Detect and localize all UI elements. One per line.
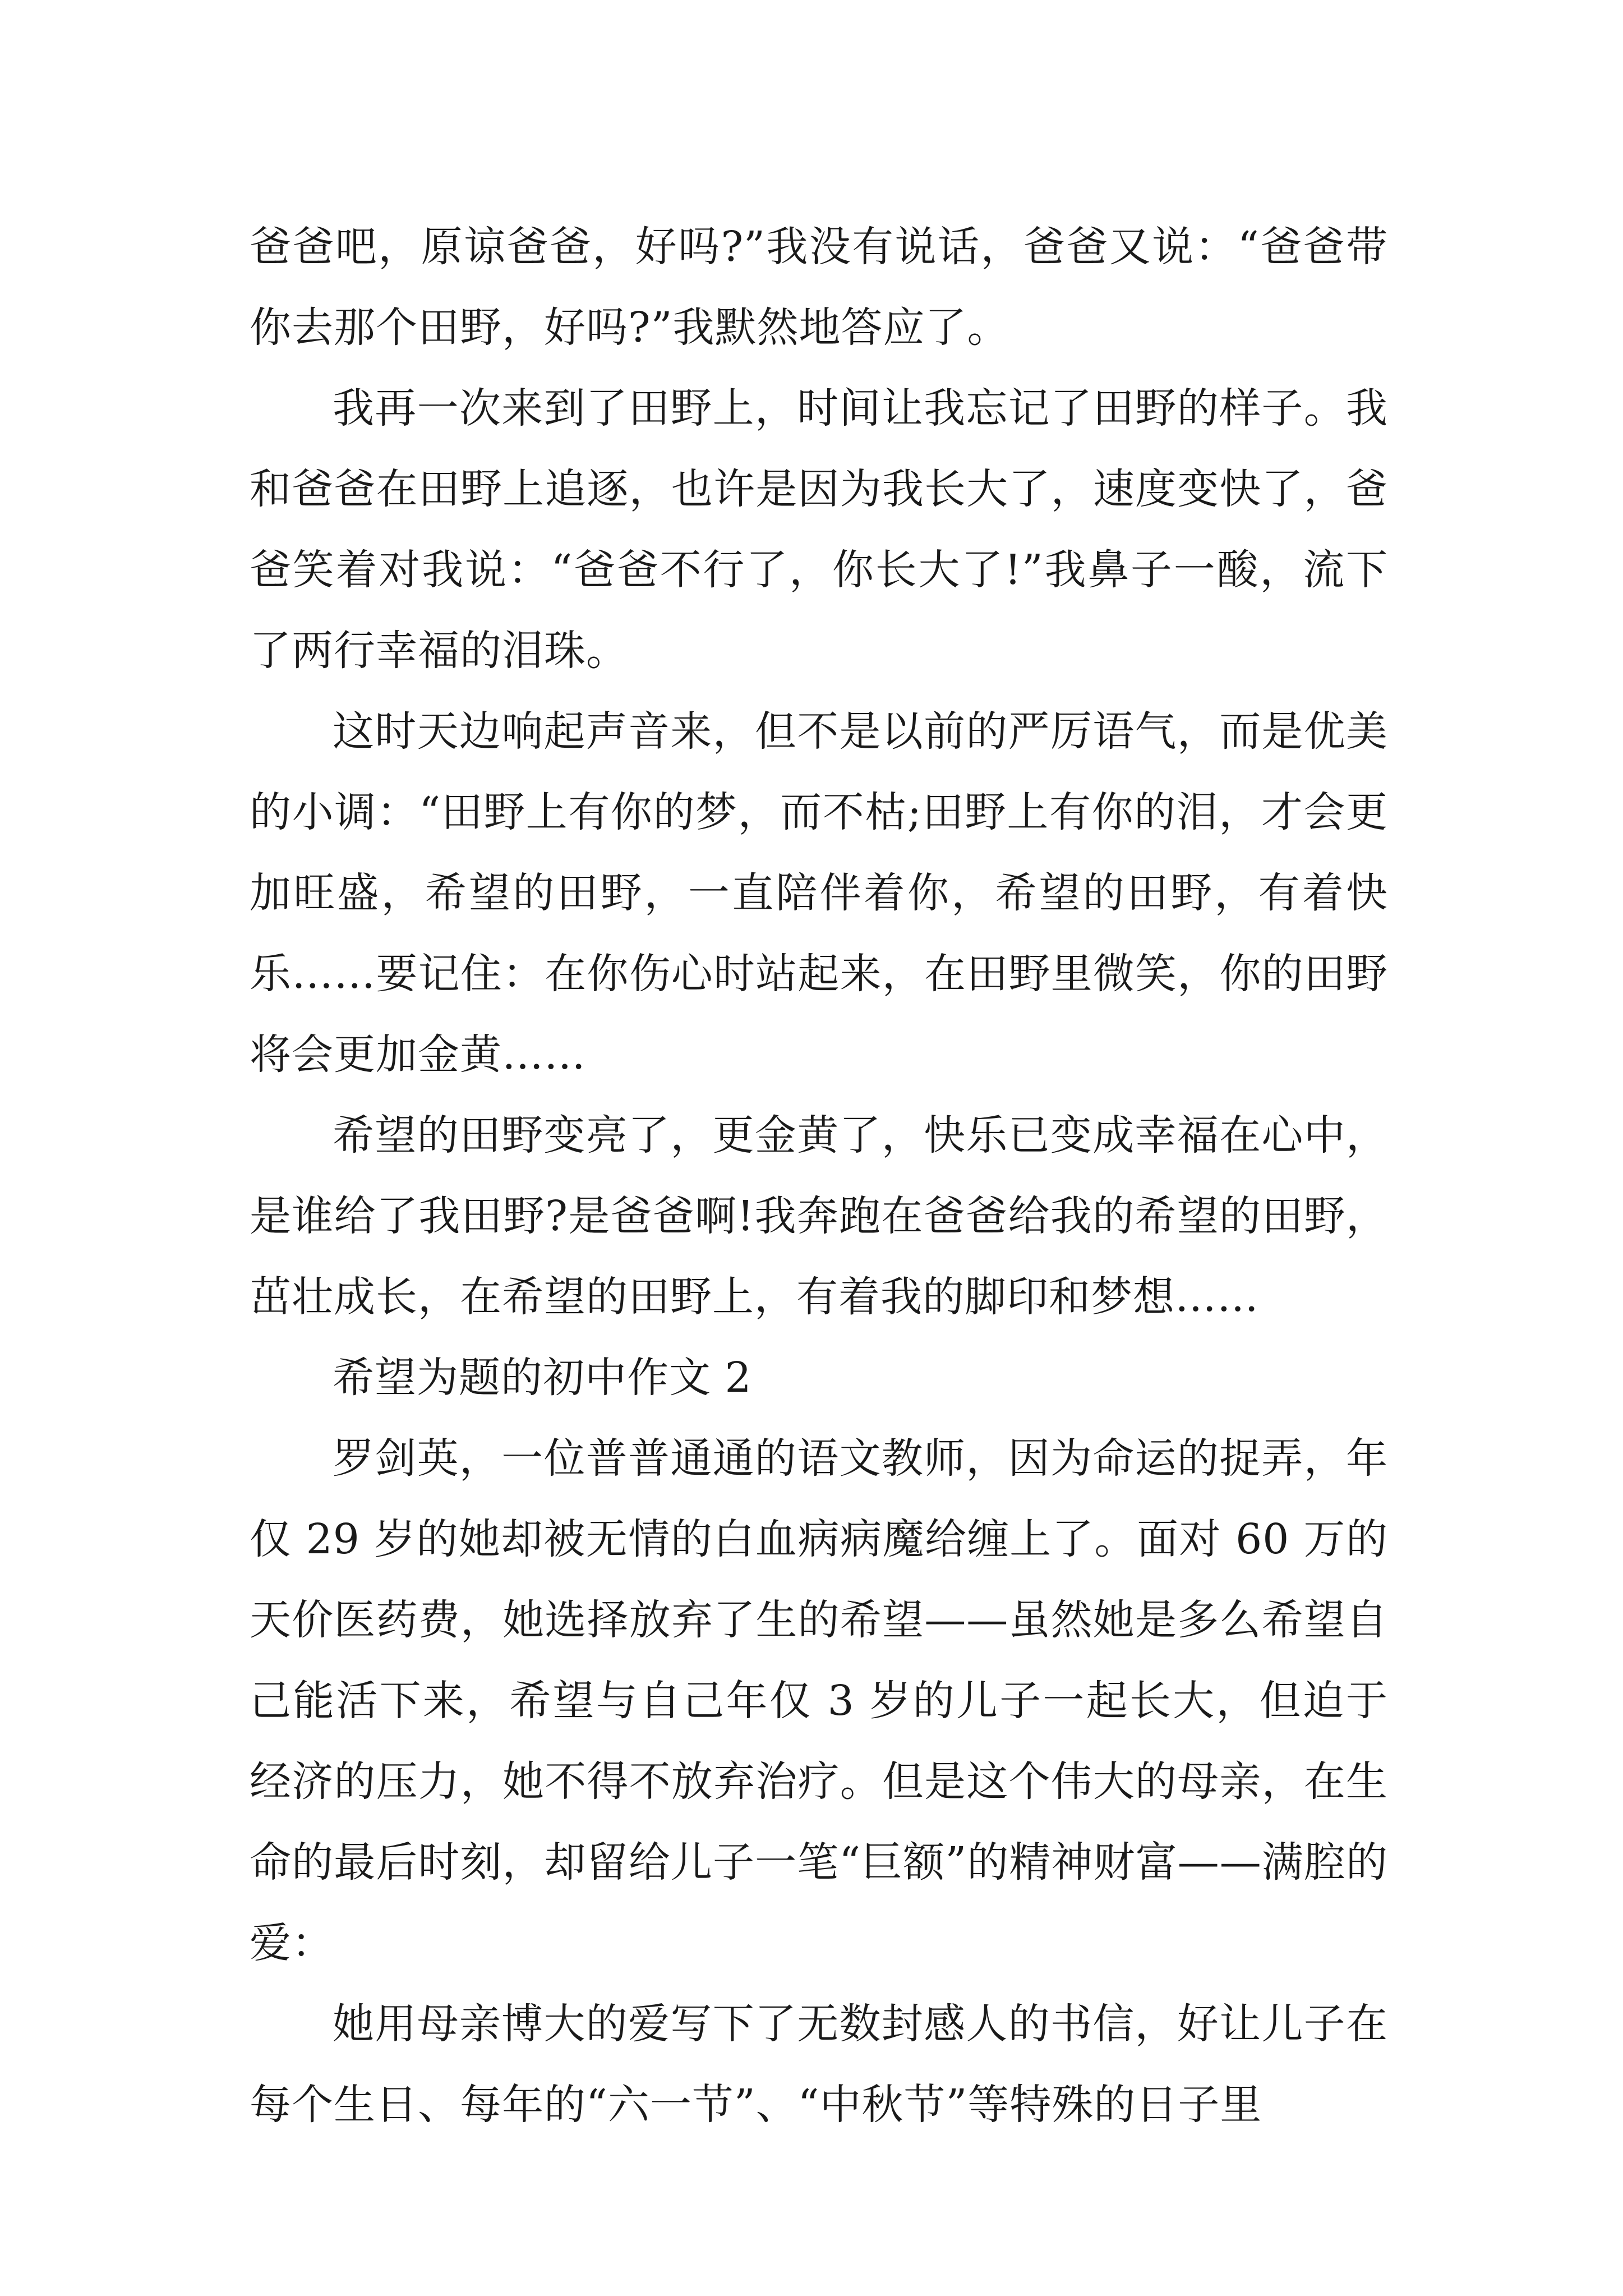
document-body <box>250 206 1388 2145</box>
paragraph-6: 她用母亲博大的爱写下了无数封感人的书信，好让儿子在每个生日、每年的“六一节”、“中秋节”等特殊的日子里 <box>250 2000 1388 2129</box>
paragraph-3: 这时天边响起声音来，但不是以前的严厉语气，而是优美的小调：“田野上有你的梦，而不枯;田野上有你的泪，才会更加旺盛，希望的田野，一直陪伴着你，希望的田野，有着快乐……要记住：在你伤心时站起来，在田野里微笑，你的田野将会更加金黄…… <box>250 707 1388 1079</box>
paragraph-5: 罗剑英，一位普普通通的语文教师，因为命运的捉弄，年仅 29 岁的她却被无情的白血病病魔给缠上了。面对 60 万的天价医药费，她选择放弃了生的希望——虽然她是多么希望自己能活下来，希望与自己年仅 3 岁的儿子一起长大，但迫于经济的压力，她不得不放弃治疗。但是这个伟大的母亲，在生命的最后时刻，却留给儿子一笔“巨额”的精神财富——满腔的爱： <box>250 1434 1388 1967</box>
paragraph-4: 希望的田野变亮了，更金黄了，快乐已变成幸福在心中，是谁给了我田野?是爸爸啊!我奔跑在爸爸给我的希望的田野，茁壮成长，在希望的田野上，有着我的脚印和梦想…… <box>250 1111 1388 1321</box>
paragraph-2: 我再一次来到了田野上，时间让我忘记了田野的样子。我和爸爸在田野上追逐，也许是因为我长大了，速度变快了，爸爸笑着对我说：“爸爸不行了，你长大了!”我鼻子一酸，流下了两行幸福的泪珠。 <box>250 384 1388 675</box>
paragraph-1: 爸爸吧，原谅爸爸，好吗?”我没有说话，爸爸又说：“爸爸带你去那个田野，好吗?”我默然地答应了。 <box>250 223 1388 352</box>
essay-heading: 希望为题的初中作文 2 <box>333 1354 752 1402</box>
